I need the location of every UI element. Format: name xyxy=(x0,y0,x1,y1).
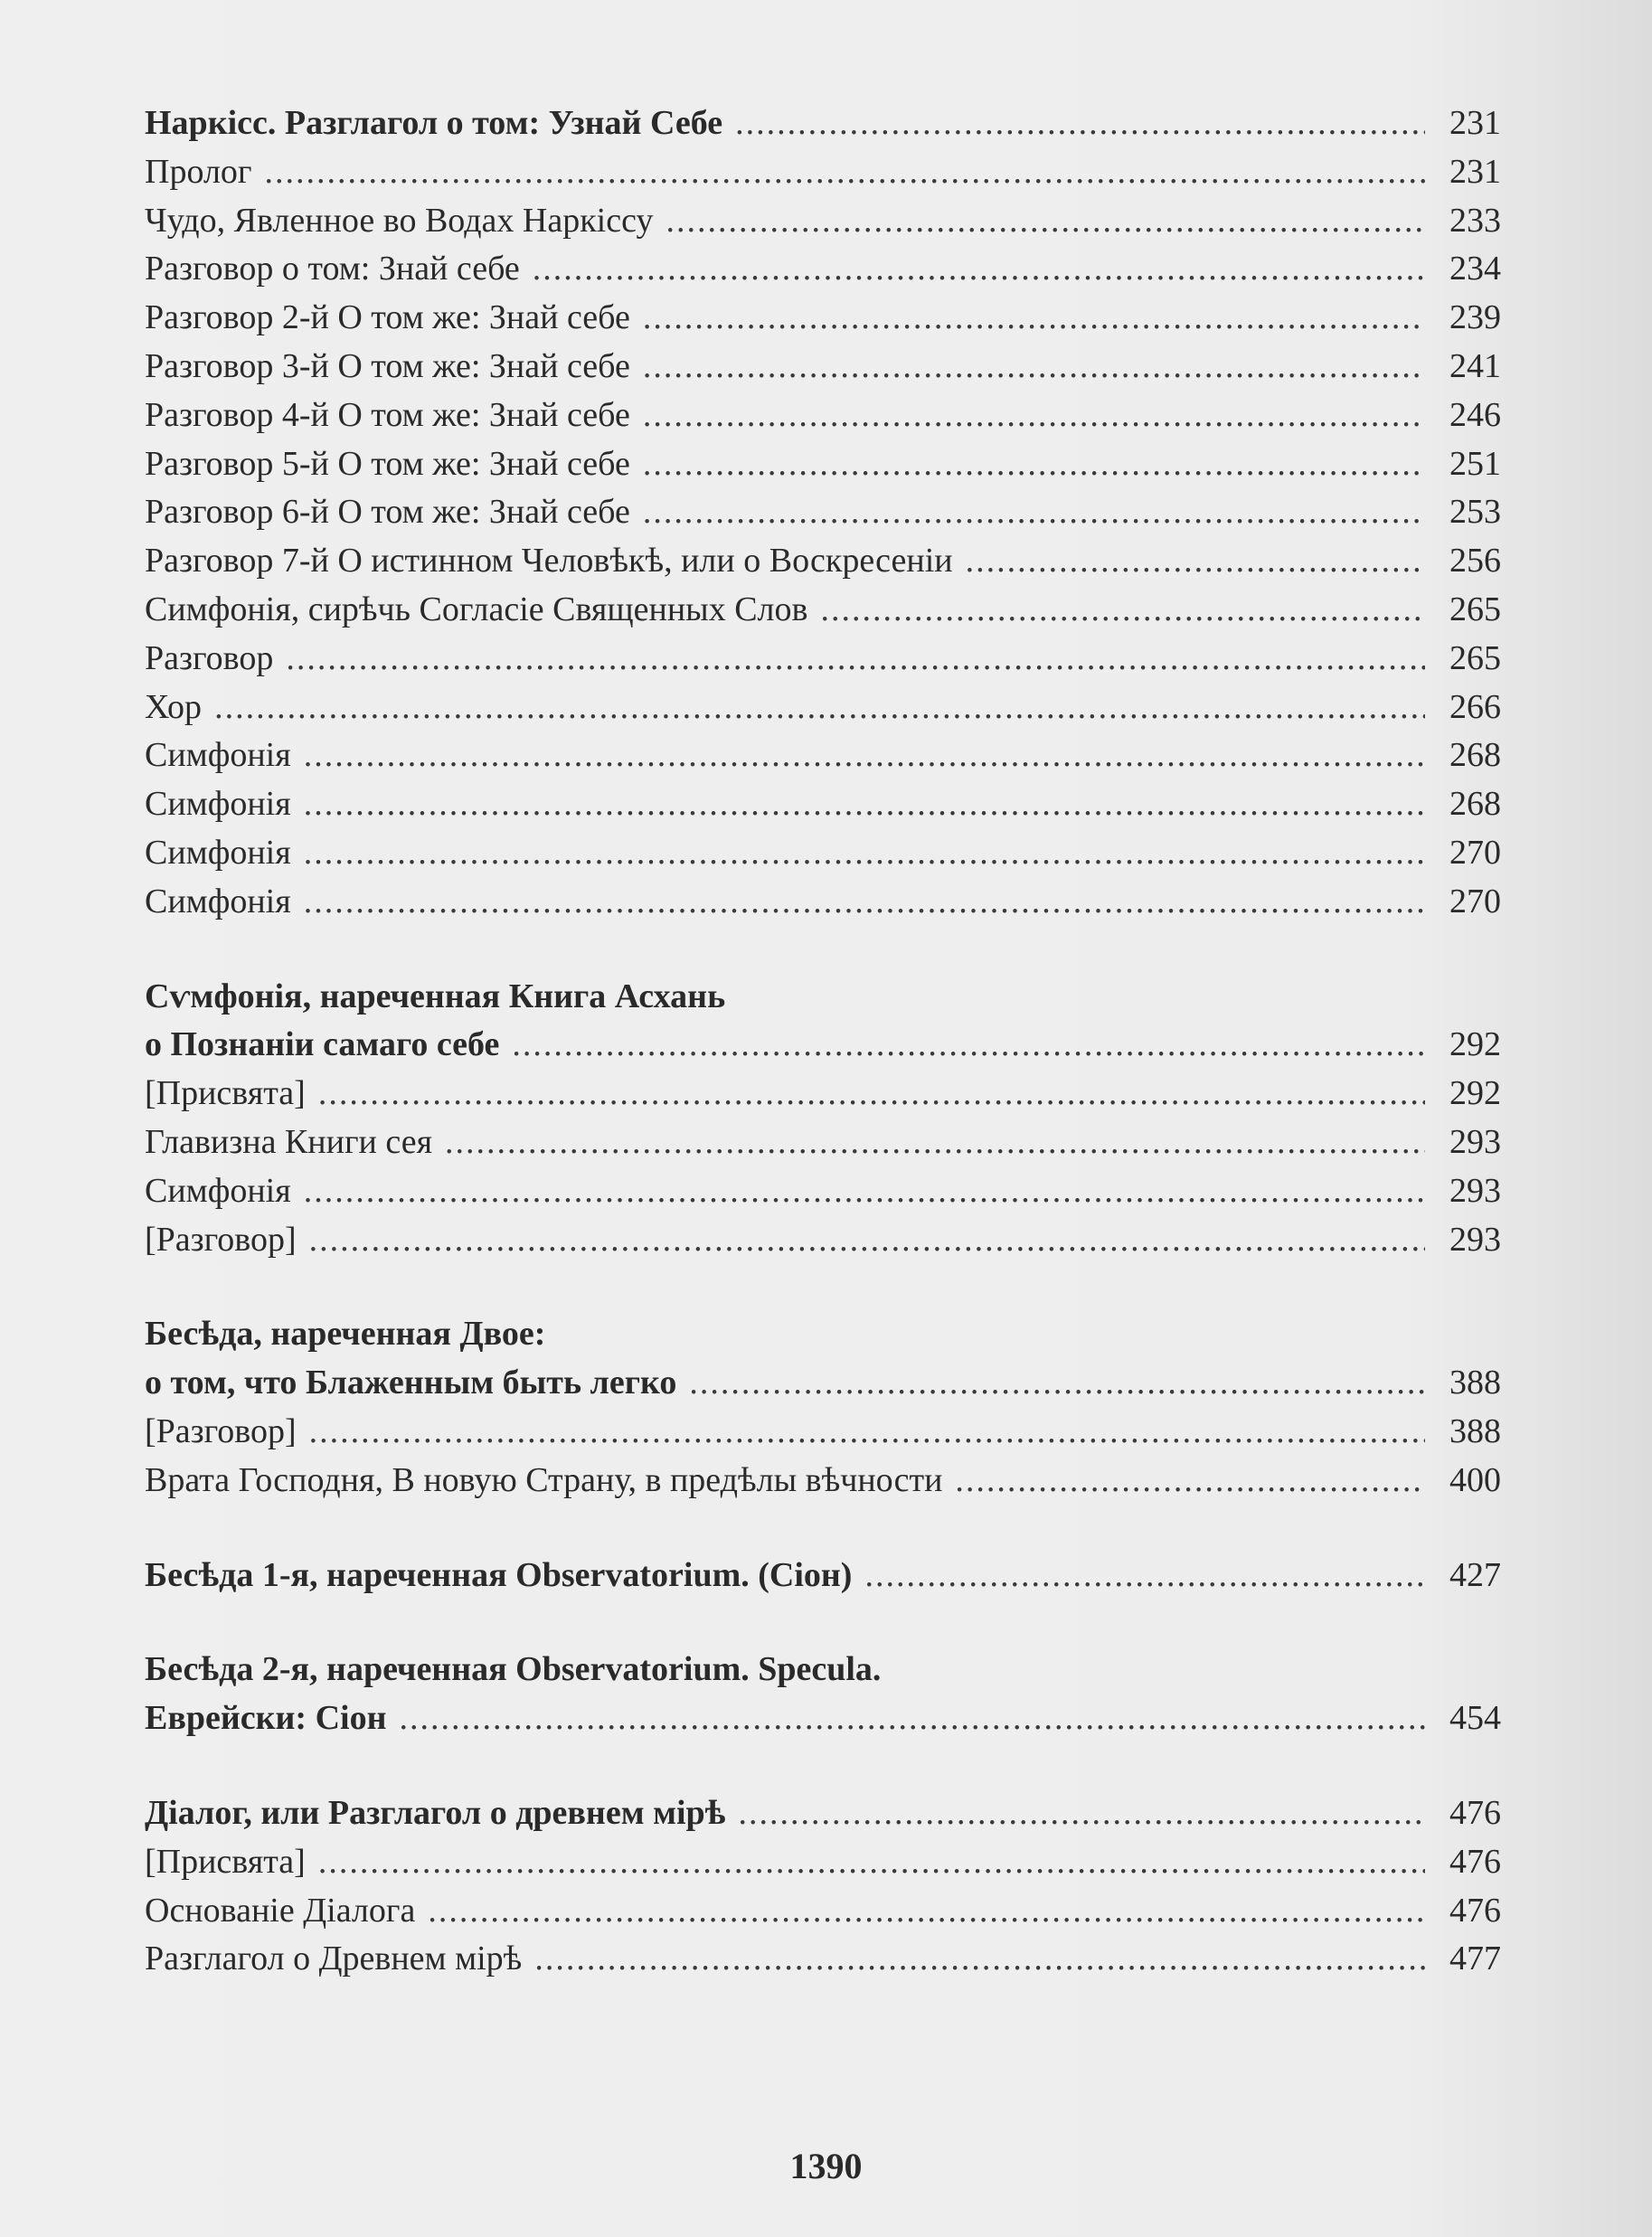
toc-entry-title: [Присвята] xyxy=(145,1074,306,1113)
toc-entry xyxy=(145,1838,1501,1887)
toc-entry-title: Симфонія xyxy=(145,785,291,824)
toc-entry-page: 251 xyxy=(1449,444,1501,483)
toc-entry-title: Основаніе Діалога xyxy=(145,1891,416,1930)
toc-entry-title: Симфонія, сирѣчь Согласіе Священных Слов xyxy=(145,590,808,628)
toc-entry-title: Разглагол о Древнем мірѣ xyxy=(145,1940,523,1978)
toc-entry-page: 253 xyxy=(1449,493,1501,532)
dot-leader xyxy=(738,1789,1425,1838)
dot-leader xyxy=(318,1070,1425,1118)
dot-leader xyxy=(265,148,1426,197)
toc-section xyxy=(145,1789,1501,1984)
toc-entry-title: Разговор о том: Знай себе xyxy=(145,250,520,288)
toc-entry-page: 292 xyxy=(1449,1074,1501,1113)
toc-entry-page: 231 xyxy=(1449,152,1501,191)
toc-entry xyxy=(145,732,1501,780)
toc-entry-title: [Присвята] xyxy=(145,1842,306,1881)
toc-entry-title: Симфонія xyxy=(145,1171,291,1210)
toc-entry xyxy=(145,1167,1501,1216)
toc-entry-page: 241 xyxy=(1449,346,1501,385)
toc-heading-entry xyxy=(145,1552,1501,1600)
toc-entry xyxy=(145,878,1501,927)
toc-entry-title: Пролог xyxy=(145,152,252,191)
toc-entry xyxy=(145,245,1501,294)
toc-entry-page: 400 xyxy=(1449,1460,1501,1499)
dot-leader xyxy=(304,732,1425,780)
toc-entry xyxy=(145,294,1501,343)
toc-entry-title: Врата Господня, В новую Страну, в предѣлы вѣчности xyxy=(145,1460,943,1499)
toc-entry xyxy=(145,829,1501,878)
toc-entry xyxy=(145,488,1501,537)
dot-leader xyxy=(318,1838,1425,1887)
dot-leader xyxy=(864,1552,1425,1600)
toc-entry-title: Еврейски: Сіон xyxy=(145,1699,387,1738)
toc-entry-title: Чудо, Явленное во Водах Наркіссу xyxy=(145,201,654,240)
toc-entry xyxy=(145,1118,1501,1167)
toc-entry-page: 231 xyxy=(1449,104,1501,142)
toc-entry xyxy=(145,440,1501,489)
dot-leader xyxy=(643,392,1425,440)
dot-leader xyxy=(286,635,1425,684)
toc-entry-page: 268 xyxy=(1449,736,1501,775)
toc-entry xyxy=(145,780,1501,829)
toc-entry-page: 477 xyxy=(1449,1940,1501,1978)
toc-heading-entry xyxy=(145,1646,1501,1694)
toc-entry-title: [Разговор] xyxy=(145,1411,297,1450)
toc-entry-title: Наркісс. Разглагол о том: Узнай Себе xyxy=(145,104,723,142)
toc-entry-title: Хор xyxy=(145,687,203,726)
toc-entry-page: 388 xyxy=(1449,1364,1501,1402)
dot-leader xyxy=(309,1216,1425,1265)
dot-leader xyxy=(304,829,1425,878)
page-number: 1390 xyxy=(789,2146,863,2186)
toc-entry xyxy=(145,197,1501,246)
toc-entry xyxy=(145,1216,1501,1265)
toc-entry-page: 293 xyxy=(1449,1171,1501,1210)
toc-heading-entry xyxy=(145,1310,1501,1359)
dot-leader xyxy=(643,343,1425,392)
toc-entry-title: Разговор 3-й О том же: Знай себе xyxy=(145,346,630,385)
toc-entry-title: Бесѣда, нареченная Двое: xyxy=(145,1315,546,1354)
toc-entry-title: Разговор 7-й О истинном Человѣкѣ, или о Воскресеніи xyxy=(145,542,953,580)
toc-entry xyxy=(145,586,1501,635)
dot-leader xyxy=(445,1118,1425,1167)
toc-entry-page: 239 xyxy=(1449,298,1501,337)
dot-leader xyxy=(966,537,1425,586)
toc-entry xyxy=(145,1935,1501,1984)
toc-entry-page: 266 xyxy=(1449,687,1501,726)
toc-section xyxy=(145,1310,1501,1505)
toc-entry-page: 292 xyxy=(1449,1025,1501,1064)
dot-leader xyxy=(309,1408,1425,1457)
dot-leader xyxy=(428,1887,1425,1936)
toc-entry-page: 427 xyxy=(1449,1555,1501,1594)
toc-entry xyxy=(145,148,1501,197)
toc-entry-page: 476 xyxy=(1449,1793,1501,1832)
dot-leader xyxy=(214,684,1425,732)
dot-leader xyxy=(304,1167,1425,1216)
toc-entry-page: 293 xyxy=(1449,1220,1501,1259)
toc-entry xyxy=(145,1887,1501,1936)
toc-heading-entry xyxy=(145,973,1501,1022)
dot-leader xyxy=(534,1935,1425,1984)
toc-entry-title: Разговор xyxy=(145,638,274,677)
toc-entry xyxy=(145,635,1501,684)
toc-heading-entry xyxy=(145,99,1501,148)
toc-heading-entry xyxy=(145,1789,1501,1838)
dot-leader xyxy=(820,586,1425,635)
dot-leader xyxy=(304,780,1425,829)
toc-entry xyxy=(145,1070,1501,1118)
dot-leader xyxy=(512,1021,1425,1070)
toc-heading-entry xyxy=(145,1021,1501,1070)
toc-entry xyxy=(145,1408,1501,1457)
toc-entry-title: Діалог, или Разглагол о древнем мірѣ xyxy=(145,1793,726,1832)
toc-entry-page: 265 xyxy=(1449,590,1501,628)
dot-leader xyxy=(533,245,1425,294)
toc-entry-page: 265 xyxy=(1449,638,1501,677)
toc-entry-page: 256 xyxy=(1449,542,1501,580)
toc-entry-title: Симфонія xyxy=(145,882,291,920)
dot-leader xyxy=(735,99,1425,148)
toc-entry-page: 246 xyxy=(1449,395,1501,434)
toc-entry-title: Симфонія xyxy=(145,833,291,872)
toc-entry-page: 270 xyxy=(1449,833,1501,872)
toc-entry-page: 233 xyxy=(1449,201,1501,240)
toc-entry-page: 234 xyxy=(1449,250,1501,288)
dot-leader xyxy=(643,440,1425,489)
toc-entry xyxy=(145,1457,1501,1505)
toc-entry-page: 388 xyxy=(1449,1411,1501,1450)
toc-entry xyxy=(145,343,1501,392)
toc-entry-title: [Разговор] xyxy=(145,1220,297,1259)
dot-leader xyxy=(643,488,1425,537)
toc-entry-page: 293 xyxy=(1449,1122,1501,1161)
dot-leader xyxy=(643,294,1425,343)
dot-leader xyxy=(304,878,1425,927)
toc-entry-title: Разговор 4-й О том же: Знай себе xyxy=(145,395,630,434)
toc-entry-title: Симфонія xyxy=(145,736,291,775)
toc-entry xyxy=(145,684,1501,732)
toc-entry-title: Разговор 6-й О том же: Знай себе xyxy=(145,493,630,532)
toc-section xyxy=(145,1552,1501,1600)
toc-entry-title: о Познаніи самаго себе xyxy=(145,1025,500,1064)
dot-leader xyxy=(955,1457,1425,1505)
toc-entry-title: о том, что Блаженным быть легко xyxy=(145,1364,677,1402)
toc-heading-entry xyxy=(145,1359,1501,1408)
toc-entry-title: Главизна Книги сея xyxy=(145,1122,433,1161)
toc-entry-page: 476 xyxy=(1449,1842,1501,1881)
toc-entry-page: 476 xyxy=(1449,1891,1501,1930)
dot-leader xyxy=(689,1359,1425,1408)
toc-entry-page: 268 xyxy=(1449,785,1501,824)
toc-section xyxy=(145,99,1501,927)
toc-entry-title: Разговор 5-й О том же: Знай себе xyxy=(145,444,630,483)
toc-entry-title: Сѵмфонія, нареченная Книга Асхань xyxy=(145,977,726,1015)
toc-section xyxy=(145,1646,1501,1743)
toc-entry-title: Бесѣда 1-я, нареченная Observatorium. (Сіон) xyxy=(145,1555,853,1594)
toc-entry xyxy=(145,537,1501,586)
toc-section xyxy=(145,973,1501,1265)
table-of-contents xyxy=(145,99,1501,2030)
dot-leader xyxy=(666,197,1425,246)
toc-heading-entry xyxy=(145,1694,1501,1743)
toc-entry xyxy=(145,392,1501,440)
toc-entry-title: Бесѣда 2-я, нареченная Observatorium. Specula. xyxy=(145,1650,882,1689)
toc-entry-page: 454 xyxy=(1449,1699,1501,1738)
toc-entry-page: 270 xyxy=(1449,882,1501,920)
toc-entry-title: Разговор 2-й О том же: Знай себе xyxy=(145,298,630,337)
dot-leader xyxy=(399,1694,1425,1743)
